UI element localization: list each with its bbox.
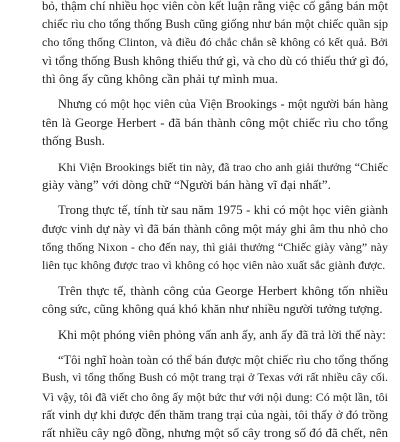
text-line: vì tổng thống Bush không thiếu thứ gì, và cho dù có thiếu thứ gì đó,	[42, 53, 389, 68]
paragraph-2	[42, 95, 388, 150]
text-line: rất vinh dự khi được đến thăm trang trại của ngài, tôi thấy ở đó trồng	[42, 407, 388, 422]
text-line: thống Bush.	[42, 132, 105, 148]
text-line: cho tổng thống Clinton, và điều đó chắc chắn sẽ không có kết quả. Bởi	[42, 35, 388, 50]
text-line: bỏ, thậm chí nhiều học viên còn kết luận rằng việc cố gắng bán một	[42, 0, 388, 13]
text-line: Khi một phóng viên phỏng vấn anh ấy, anh ấy đã trả lời thế này:	[58, 327, 386, 342]
paragraph-3	[42, 158, 388, 194]
text-line: được vinh dự này vì đã bán thành công một máy ghi âm thu nhỏ cho	[42, 221, 388, 236]
text-line: thì ông ấy cũng không cần phải tự mình mua.	[42, 70, 278, 86]
text-line: công sức, cũng không quá khó khăn như nhiều người tưởng tượng.	[42, 301, 383, 316]
text-line: tổng thống Nixon - cho đến nay, thì giải thưởng “Chiếc giày vàng” này	[42, 239, 388, 254]
paragraph-4	[42, 201, 388, 274]
paragraph-7	[42, 351, 388, 442]
text-line: Vì vậy, tôi đã viết cho ông ấy một bức thư với nội dung: Có một lần, tôi	[42, 389, 388, 404]
paragraph-6	[42, 326, 388, 344]
paragraph-1	[42, 0, 388, 88]
text-line: liên tục không được trao vì không có học viên nào xuất sắc giành được.	[42, 257, 386, 272]
text-line: tên là George Herbert - đã bán thành công một chiếc rìu cho tổng	[42, 114, 388, 130]
text-line: rất nhiều cây ngô đồng, nhưng một số cây trong số đó đã chết, nên	[42, 424, 388, 440]
text-line: chiếc rìu cho tổng thống Bush cũng giống như bán một chiếc quần sịp	[42, 17, 388, 32]
text-line: Bush, vì tổng thống Bush có một trang trại ở Texas với rất nhiều cây cối.	[42, 371, 388, 385]
text-line: Nhưng có một học viên của Viện Brookings - một người bán hàng	[58, 97, 388, 112]
page-text	[42, 0, 388, 442]
text-line: Khi Viện Brookings biết tin này, đã trao cho anh giải thưởng “Chiếc	[58, 159, 388, 174]
text-line: Trong thực tế, tính từ sau năm 1975 - khi có một học viên giành	[58, 203, 388, 218]
text-line: Trên thực tế, thành công của George Herbert không tốn nhiều	[58, 282, 388, 298]
paragraph-5	[42, 282, 388, 318]
text-line: giày vàng” với dòng chữ “Người bán hàng vĩ đại nhất”.	[42, 176, 331, 192]
text-line: “Tôi nghĩ hoàn toàn có thể bán được một chiếc rìu cho tổng thống	[58, 353, 389, 368]
